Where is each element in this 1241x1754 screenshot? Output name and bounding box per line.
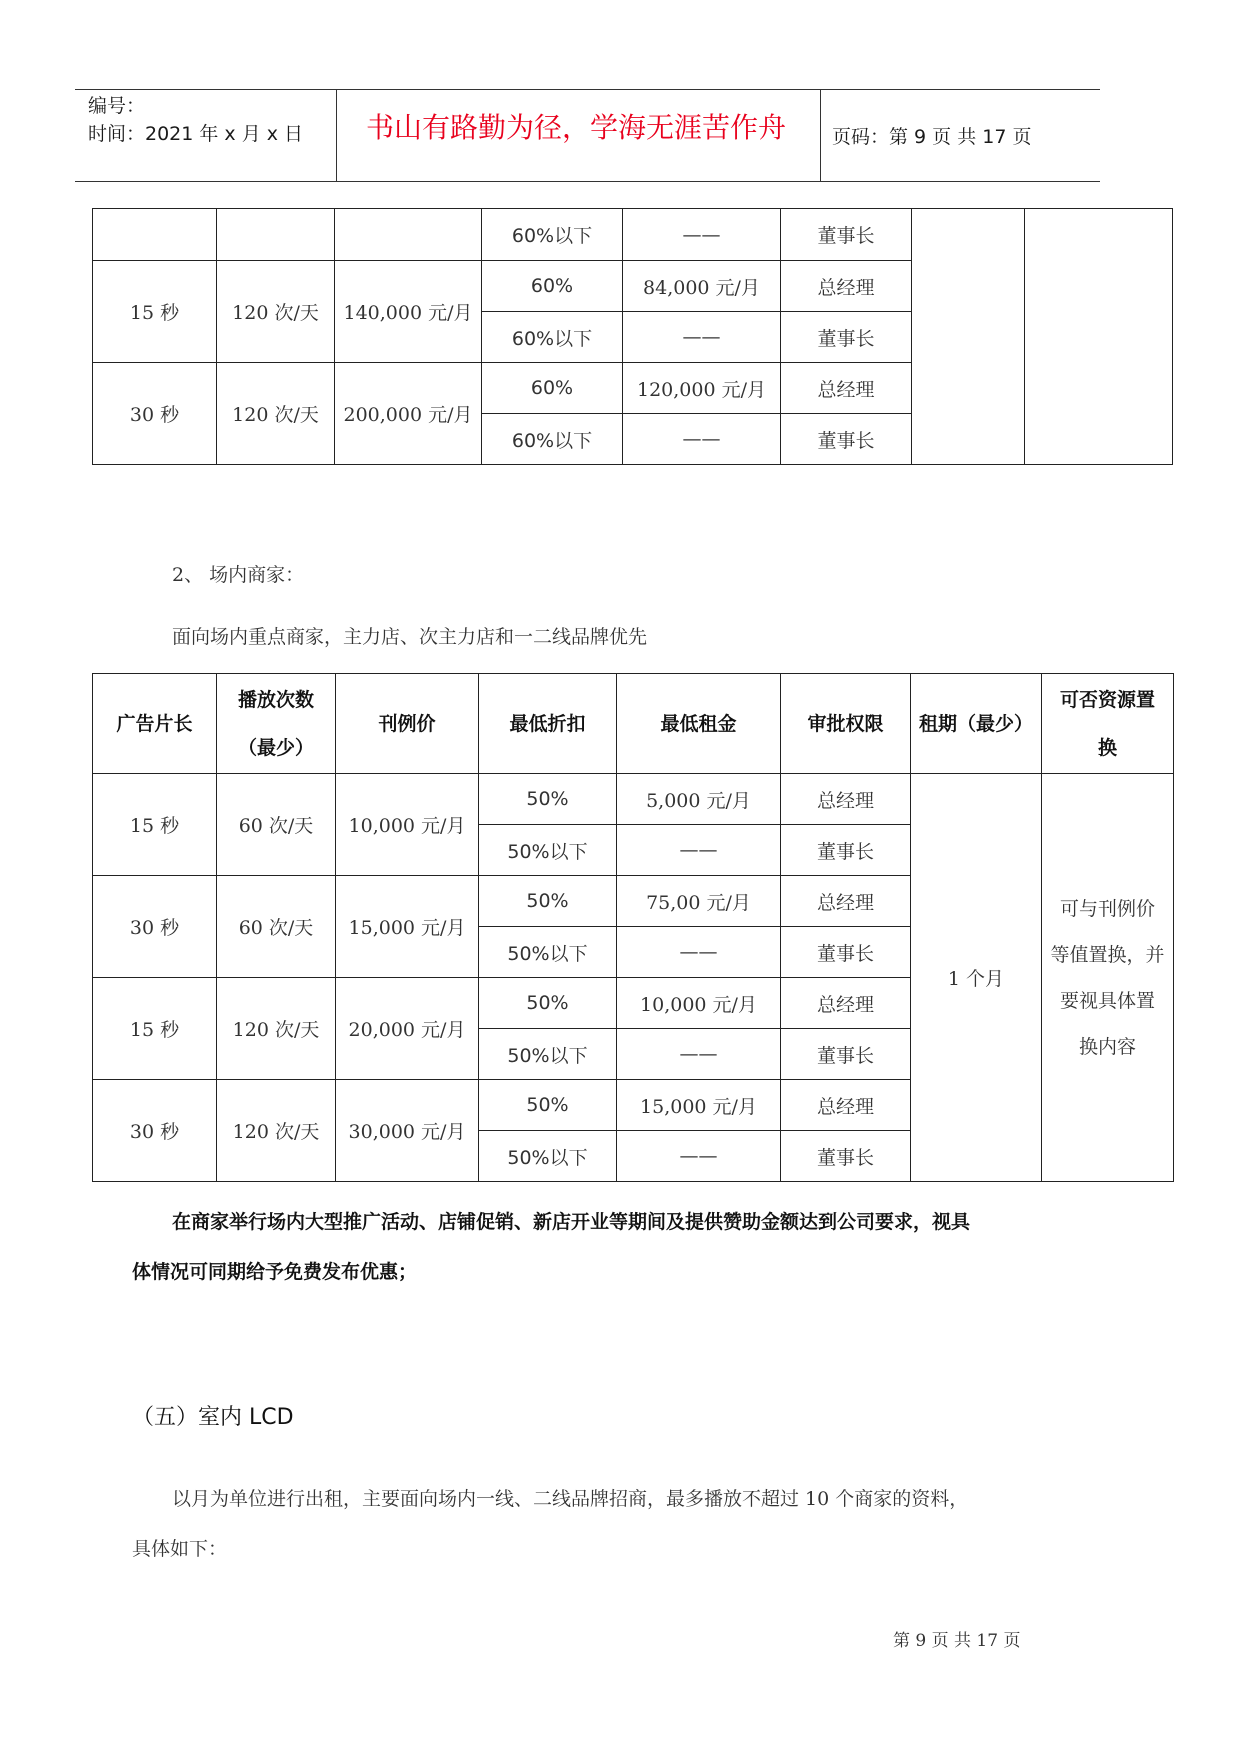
section2-desc: 面向场内重点商家，主力店、次主力店和一二线品牌优先: [172, 626, 648, 648]
approval-cell: 总经理: [781, 261, 912, 312]
col-header-price: 刊例价: [336, 674, 479, 774]
price-cell: 15,000 元/月: [336, 876, 479, 978]
plays-cell: 120 次/天: [217, 363, 335, 465]
rent-cell: 84,000 元/月: [623, 261, 781, 312]
price-cell: 140,000 元/月: [335, 261, 482, 363]
approval-cell: 董事长: [781, 1029, 911, 1080]
approval-cell: 董事长: [781, 414, 912, 465]
header-page-code: 页码：第 9 页 共 17 页: [832, 126, 1032, 148]
section2-heading: 2、 场内商家：: [172, 564, 305, 586]
discount-cell: 50%: [479, 876, 617, 927]
price-cell: 200,000 元/月: [335, 363, 482, 465]
approval-cell: 董事长: [781, 1131, 911, 1182]
rent-cell: 15,000 元/月: [617, 1080, 781, 1131]
merchant-pricing-table: [92, 673, 1174, 1182]
discount-cell: 60%以下: [482, 209, 623, 261]
discount-cell: 60%以下: [482, 414, 623, 465]
approval-cell: 总经理: [781, 363, 912, 414]
discount-cell: 60%以下: [482, 312, 623, 363]
length-cell: 30 秒: [93, 363, 217, 465]
rent-cell: ——: [623, 312, 781, 363]
discount-cell: 60%: [482, 363, 623, 414]
discount-cell: 50%: [479, 1080, 617, 1131]
promo-paragraph: [132, 1197, 1112, 1297]
approval-cell: 总经理: [781, 774, 911, 825]
col-header-plays-line1: 播放次数: [237, 688, 314, 711]
header-meta: [88, 92, 303, 148]
approval-cell: 董事长: [781, 209, 912, 261]
plays-cell: 120 次/天: [217, 1080, 336, 1182]
price-cell: 10,000 元/月: [336, 774, 479, 876]
rent-cell: 5,000 元/月: [617, 774, 781, 825]
header-top-rule: [75, 89, 1100, 90]
section5-line2: 具体如下：: [132, 1538, 228, 1560]
number-label: 编号：: [88, 95, 146, 117]
table-row: [93, 774, 1174, 825]
length-cell: 15 秒: [93, 261, 217, 363]
page-footer: 第 9 页 共 17 页: [893, 1631, 1021, 1651]
col-header-swap: [1042, 674, 1174, 774]
plays-cell: 60 次/天: [217, 876, 336, 978]
approval-cell: 总经理: [781, 1080, 911, 1131]
length-cell: 30 秒: [93, 1080, 217, 1182]
col-header-discount: 最低折扣: [479, 674, 617, 774]
col-header-swap-line2: 换: [1097, 736, 1117, 759]
discount-cell: 60%: [482, 261, 623, 312]
term-cell: 1 个月: [911, 774, 1042, 1182]
table-header-row: [93, 674, 1174, 774]
pricing-table-continued: [92, 208, 1173, 465]
discount-cell: 50%: [479, 774, 617, 825]
swap-line: 等值置换，并: [1050, 943, 1165, 966]
price-cell: 30,000 元/月: [336, 1080, 479, 1182]
swap-line: 可与刊例价: [1059, 897, 1155, 920]
time-label: 时间：2021 年 x 月 x 日: [88, 123, 304, 145]
promo-line: 在商家举行场内大型推广活动、店铺促销、新店开业等期间及提供赞助金额达到公司要求，视具: [172, 1211, 971, 1233]
col-header-rent: 最低租金: [617, 674, 781, 774]
table-row: [93, 209, 1173, 261]
rent-cell: 75,00 元/月: [617, 876, 781, 927]
rent-cell: ——: [617, 1131, 781, 1182]
rent-cell: 10,000 元/月: [617, 978, 781, 1029]
discount-cell: 50%以下: [479, 1131, 617, 1182]
approval-cell: 董事长: [781, 927, 911, 978]
rent-cell: 120,000 元/月: [623, 363, 781, 414]
rent-cell: ——: [623, 414, 781, 465]
section5-title: （五）室内 LCD: [132, 1405, 294, 1430]
rent-cell: ——: [623, 209, 781, 261]
plays-cell: [217, 209, 335, 261]
swap-line: 要视具体置: [1059, 989, 1155, 1012]
rent-cell: ——: [617, 927, 781, 978]
approval-cell: 总经理: [781, 876, 911, 927]
header-bottom-rule: [75, 181, 1100, 182]
approval-cell: 董事长: [781, 312, 912, 363]
col-header-plays-line2: （最少）: [237, 736, 314, 759]
header-motto: 书山有路勤为径，学海无涯苦作舟: [365, 111, 786, 144]
approval-cell: 董事长: [781, 825, 911, 876]
length-cell: [93, 209, 217, 261]
length-cell: 30 秒: [93, 876, 217, 978]
col-header-approval: 审批权限: [781, 674, 911, 774]
length-cell: 15 秒: [93, 978, 217, 1080]
col-header-swap-line1: 可否资源置: [1059, 688, 1155, 711]
discount-cell: 50%: [479, 978, 617, 1029]
discount-cell: 50%以下: [479, 927, 617, 978]
section5-line1: 以月为单位进行出租，主要面向场内一线、二线品牌招商，最多播放不超过 10 个商家的资料，: [172, 1488, 969, 1510]
plays-cell: 120 次/天: [217, 261, 335, 363]
plays-cell: 120 次/天: [217, 978, 336, 1080]
discount-cell: 50%以下: [479, 1029, 617, 1080]
discount-cell: 50%以下: [479, 825, 617, 876]
rent-cell: ——: [617, 1029, 781, 1080]
swap-line: 换内容: [1078, 1035, 1136, 1058]
swap-cell: [1042, 774, 1174, 1182]
price-cell: [335, 209, 482, 261]
length-cell: 15 秒: [93, 774, 217, 876]
header-divider-right: [820, 89, 821, 181]
swap-cell: [1025, 209, 1173, 465]
term-cell: [912, 209, 1025, 465]
col-header-plays: [217, 674, 336, 774]
plays-cell: 60 次/天: [217, 774, 336, 876]
approval-cell: 总经理: [781, 978, 911, 1029]
price-cell: 20,000 元/月: [336, 978, 479, 1080]
promo-line: 体情况可同期给予免费发布优惠；: [132, 1261, 418, 1283]
col-header-length: 广告片长: [93, 674, 217, 774]
rent-cell: ——: [617, 825, 781, 876]
col-header-term: 租期（最少）: [911, 674, 1042, 774]
